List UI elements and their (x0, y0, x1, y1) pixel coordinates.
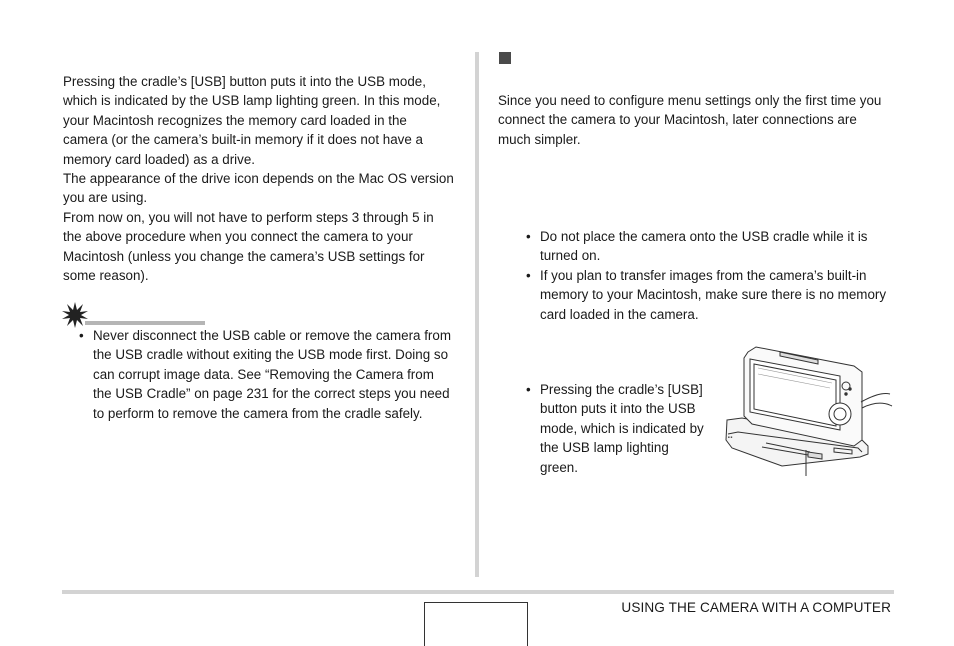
intro-paragraph: Pressing the cradle’s [USB] button puts it into the USB mode, which is indicated by the USB lamp lighting green. In this mode, your Macintosh recognizes the memory card loaded in the camera (or the camera’s built-in memory if it does not have a memory card loaded) as a drive. (63, 74, 441, 167)
intro-paragraph: The appearance of the drive icon depends on the Mac OS version you are using. (63, 171, 454, 206)
list-item: • Pressing the cradle’s [USB] button puts it into the USB mode, which is indicated by the USB lamp lighting green. (510, 380, 710, 477)
page-number-box (424, 602, 528, 646)
note-list (510, 227, 892, 324)
list-item: • Never disconnect the USB cable or remove the camera from the USB cradle without exiting the USB mode first. Doing so can corrupt image data. See “Removing the Camera from the USB Cradle” on page 231 for the correct steps you need to perform to remove the camera from the cradle safely. (63, 326, 455, 423)
intro-text (63, 72, 455, 285)
right-intro: Since you need to configure menu settings only the first time you connect the camera to your Macintosh, later connections are much simpler. (498, 93, 882, 147)
svg-text:■ ■: ■ ■ (728, 435, 733, 439)
footer-rule (62, 590, 894, 594)
square-bullet-icon (499, 52, 511, 64)
illustration-caption (510, 380, 710, 477)
important-list (63, 326, 455, 423)
list-item: • Do not place the camera onto the USB cradle while it is turned on. (510, 227, 892, 266)
important-rule (85, 321, 205, 325)
list-item: • If you plan to transfer images from the camera’s built-in memory to your Macintosh, make sure there is no memory card loaded in the camera. (510, 266, 892, 324)
footer-section-title: USING THE CAMERA WITH A COMPUTER (621, 600, 891, 615)
camera-cradle-illustration (722, 344, 894, 476)
intro-paragraph: From now on, you will not have to perform steps 3 through 5 in the above procedure when you connect the camera to your Macintosh (unless you change the camera’s USB settings for some reason). (63, 209, 434, 284)
column-divider (475, 52, 479, 577)
